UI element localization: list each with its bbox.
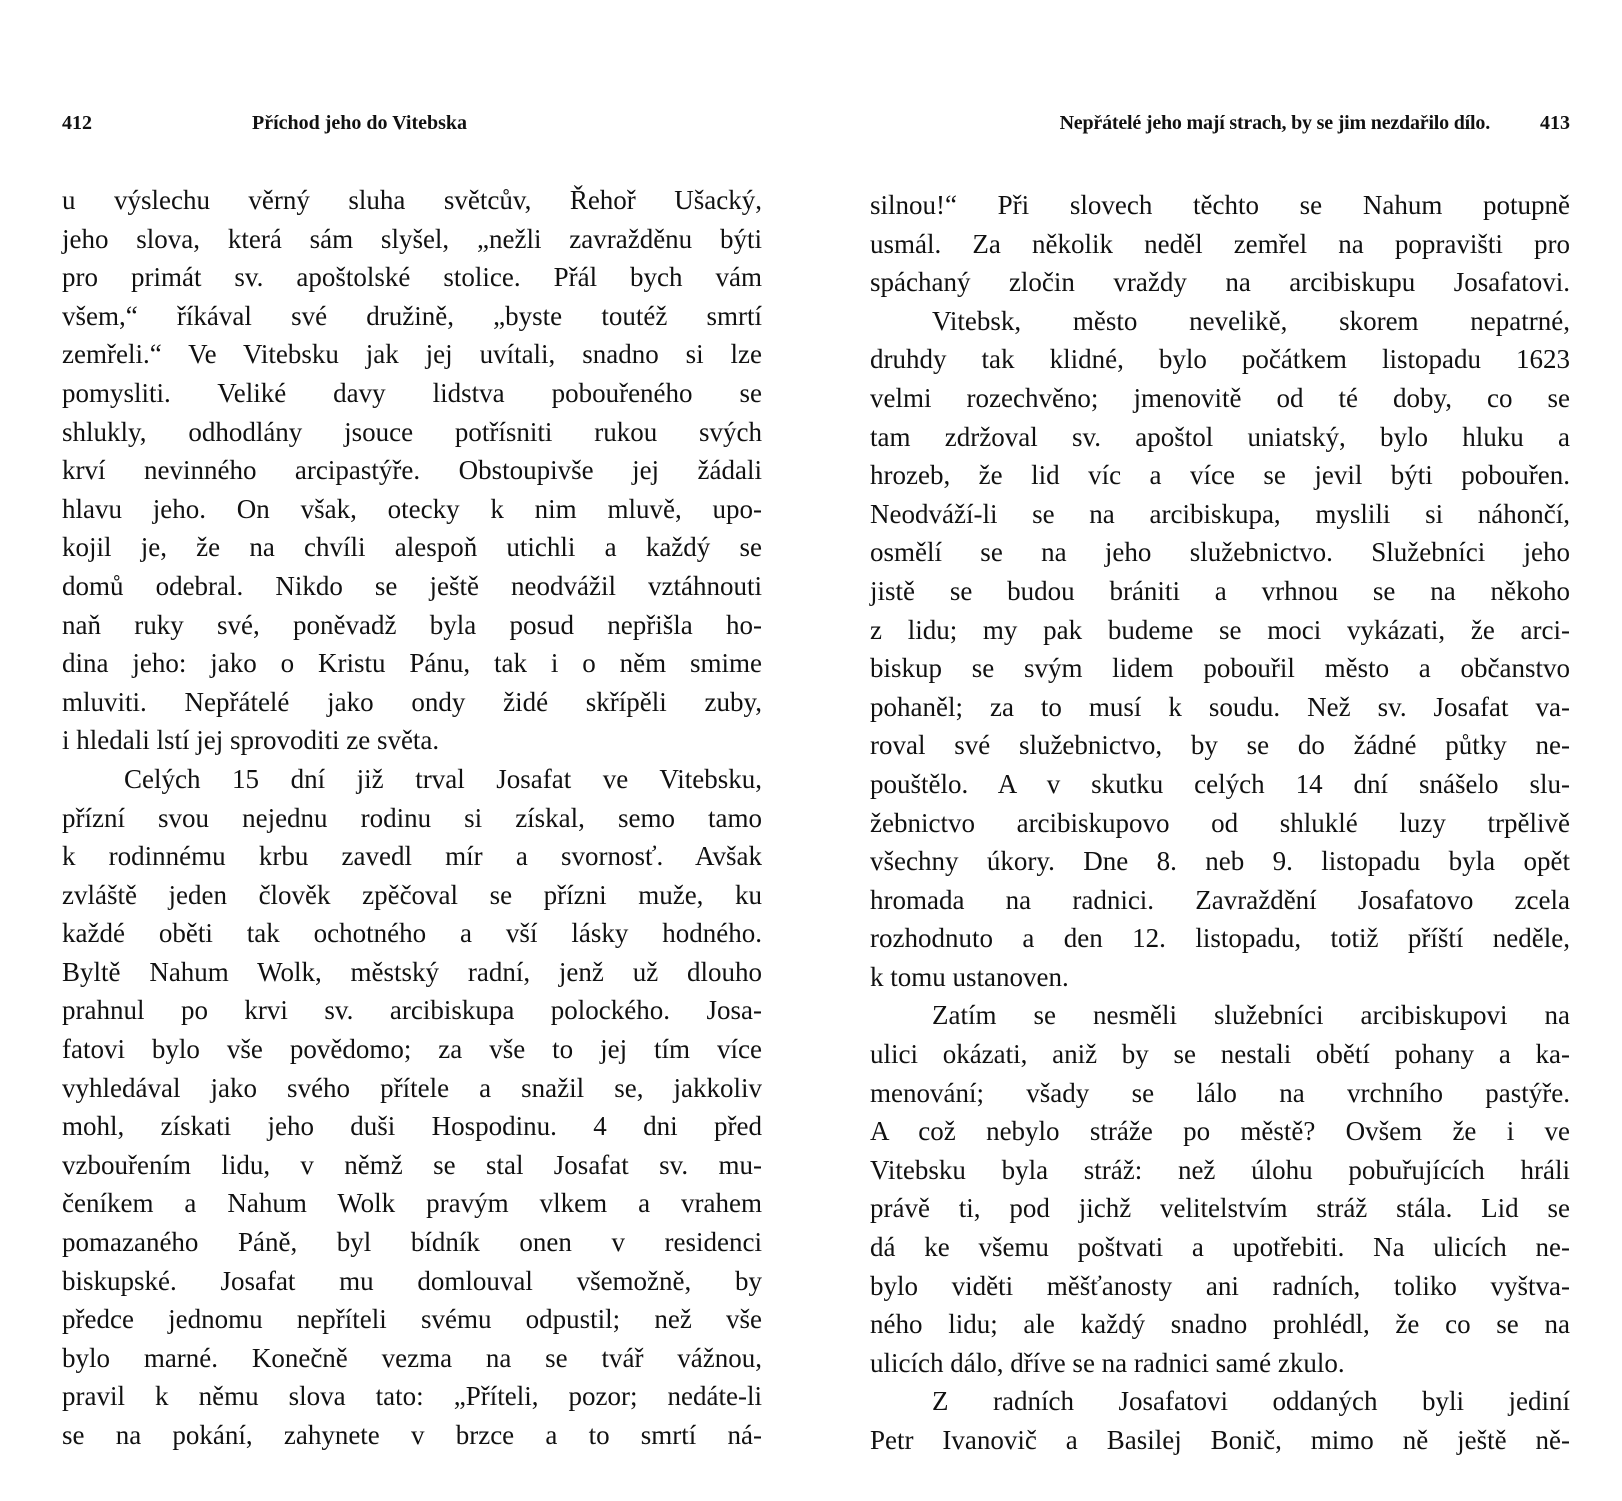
text-line: hrozeb, že lid víc a více se jevil býti pobouřen. — [870, 460, 1570, 491]
text-line: Petr Ivanovič a Basilej Bonič, mimo ně ještě ně- — [870, 1425, 1570, 1455]
running-head: Nepřátelé jeho mají strach, by se jim nezdařilo dílo. — [1059, 112, 1490, 134]
text-line: dá ke všemu poštvati a upotřebiti. Na ulicích ne- — [870, 1232, 1570, 1263]
text-line: Vitebsku byla stráž: než úlohu pobuřujících hráli — [870, 1154, 1570, 1185]
text-line: osmělí se na jeho služebnictvo. Služebníci jeho — [870, 537, 1570, 568]
text-line: pro primát sv. apoštolské stolice. Přál bych vám — [62, 262, 762, 293]
text-line: mohl, získati jeho duši Hospodinu. 4 dni před — [62, 1111, 762, 1142]
text-line: rozhodnuto a den 12. listopadu, totiž příští neděle, — [870, 923, 1570, 954]
text-line: pomysliti. Veliké davy lidstva pobouřeného se — [62, 377, 762, 408]
text-line: hlavu jeho. On však, otecky k nim mluvě, upo- — [62, 493, 762, 524]
text-line: bylo viděti měšťanosty ani radních, toliko vyštva- — [870, 1270, 1570, 1301]
text-line: všechny úkory. Dne 8. neb 9. listopadu byla opět — [870, 846, 1570, 877]
text-line: krví nevinného arcipastýře. Obstoupivše jej žádali — [62, 455, 762, 486]
text-line: Neodváží-li se na arcibiskupa, myslili si náhončí, — [870, 498, 1570, 529]
text-line: fatovi bylo vše povědomo; za vše to jej tím více — [62, 1034, 762, 1065]
text-line: zemřeli.“ Ve Vitebsku jak jej uvítali, snadno si lze — [62, 339, 762, 370]
text-line: tam zdržoval sv. apoštol uniatský, bylo hluku a — [870, 421, 1570, 452]
text-line: Vitebsk, město nevelikě, skorem nepatrné, — [932, 305, 1570, 336]
text-line: druhdy tak klidné, bylo počátkem listopadu 1623 — [870, 344, 1570, 375]
page-number: 412 — [62, 112, 92, 134]
text-line: kojil je, že na chvíli alespoň utichli a každý se — [62, 532, 762, 563]
text-line: biskupské. Josafat mu domlouval všemožně, by — [62, 1265, 762, 1296]
text-line: vzbouřením lidu, v němž se stal Josafat sv. mu- — [62, 1149, 762, 1180]
text-line: k tomu ustanoven. — [870, 961, 1069, 992]
text-line: k rodinnému krbu zavedl mír a svornosť. Avšak — [62, 841, 762, 872]
text-line: mluviti. Nepřátelé jako ondy židé skřípěli zuby, — [62, 686, 762, 717]
text-line: dina jeho: jako o Kristu Pánu, tak i o něm smime — [62, 648, 762, 679]
text-line: pohaněl; za to musí k soudu. Než sv. Josafat va- — [870, 691, 1570, 722]
text-line: spáchaný zločin vraždy na arcibiskupu Josafatovi. — [870, 267, 1570, 298]
text-line: každé oběti tak ochotného a vší lásky hodného. — [62, 918, 762, 949]
text-line: naň ruky své, poněvadž byla posud nepřišla ho- — [62, 609, 762, 640]
text-line: biskup se svým lidem pobouřil město a občanstvo — [870, 653, 1570, 684]
text-line: bylo marné. Konečně vezma na se tvář vážnou, — [62, 1342, 762, 1373]
text-line: prahnul po krvi sv. arcibiskupa polockého. Josa- — [62, 995, 762, 1026]
text-line: zvláště jeden člověk zpěčoval se přízni muže, ku — [62, 879, 762, 910]
text-line: vyhledával jako svého přítele a snažil se, jakkoliv — [62, 1072, 762, 1103]
text-line: se na pokání, zahynete v brzce a to smrtí ná- — [62, 1420, 762, 1450]
text-line: hromada na radnici. Zavraždění Josafatovo zcela — [870, 884, 1570, 915]
text-line: ulici okázati, aniž by se nestali obětí pohany a ka- — [870, 1039, 1570, 1070]
text-line: silnou!“ Při slovech těchto se Nahum potupně — [870, 190, 1570, 220]
page-number: 413 — [1540, 112, 1570, 134]
text-line: A což nebylo stráže po městě? Ovšem že i ve — [870, 1116, 1570, 1147]
running-head: Příchod jeho do Vitebska — [252, 112, 468, 134]
text-line: všem,“ říkával své družině, „byste toutéž smrtí — [62, 300, 762, 331]
text-line: roval své služebnictvo, by se do žádné půtky ne- — [870, 730, 1570, 761]
text-line: Celých 15 dní již trval Josafat ve Vitebsku, — [124, 763, 762, 794]
text-line: předce jednomu nepříteli svému odpustil; než vše — [62, 1304, 762, 1335]
text-line: jeho slova, která sám slyšel, „nežli zavražděnu býti — [62, 223, 762, 254]
text-line: Z radních Josafatovi oddaných byli jediní — [932, 1386, 1570, 1417]
body-text — [62, 181, 762, 1455]
text-line: domů odebral. Nikdo se ještě neodvážil vztáhnouti — [62, 570, 762, 601]
body-text — [870, 186, 1570, 1460]
text-line: čeníkem a Nahum Wolk pravým vlkem a vrahem — [62, 1188, 762, 1219]
text-line: Byltě Nahum Wolk, městský radní, jenž už dlouho — [62, 956, 762, 987]
text-line: u výslechu věrný sluha světcův, Řehoř Ušacký, — [62, 185, 762, 215]
text-line: pouštělo. A v skutku celých 14 dní snášelo slu- — [870, 768, 1570, 799]
text-line: pravil k němu slova tato: „Příteli, pozor; nedáte-li — [62, 1381, 762, 1412]
text-line: velmi rozechvěno; jmenovitě od té doby, co se — [870, 382, 1570, 413]
text-line: menování; všady se lálo na vrchního pastýře. — [870, 1077, 1570, 1108]
text-line: Zatím se nesměli služebníci arcibiskupovi na — [932, 1000, 1570, 1031]
text-line: shlukly, odhodlány jsouce potřísniti rukou svých — [62, 416, 762, 447]
text-line: právě ti, pod jichž velitelstvím stráž stála. Lid se — [870, 1193, 1570, 1224]
text-line: usmál. Za několik neděl zemřel na popravišti pro — [870, 228, 1570, 259]
text-line: ulicích dálo, dříve se na radnici samé zkulo. — [870, 1347, 1345, 1378]
text-line: pomazaného Páně, byl bídník onen v residenci — [62, 1227, 762, 1258]
text-line: i hledali lstí jej sprovoditi ze světa. — [62, 725, 440, 756]
text-line: jistě se budou brániti a vrhnou se na někoho — [870, 575, 1570, 606]
text-line: ného lidu; ale každý snadno prohlédl, že co se na — [870, 1309, 1570, 1340]
text-line: přízní svou nejednu rodinu si získal, semo tamo — [62, 802, 762, 833]
text-line: z lidu; my pak budeme se moci vykázati, že arci- — [870, 614, 1570, 645]
text-line: žebnictvo arcibiskupovo od shluklé luzy trpělivě — [870, 807, 1570, 838]
